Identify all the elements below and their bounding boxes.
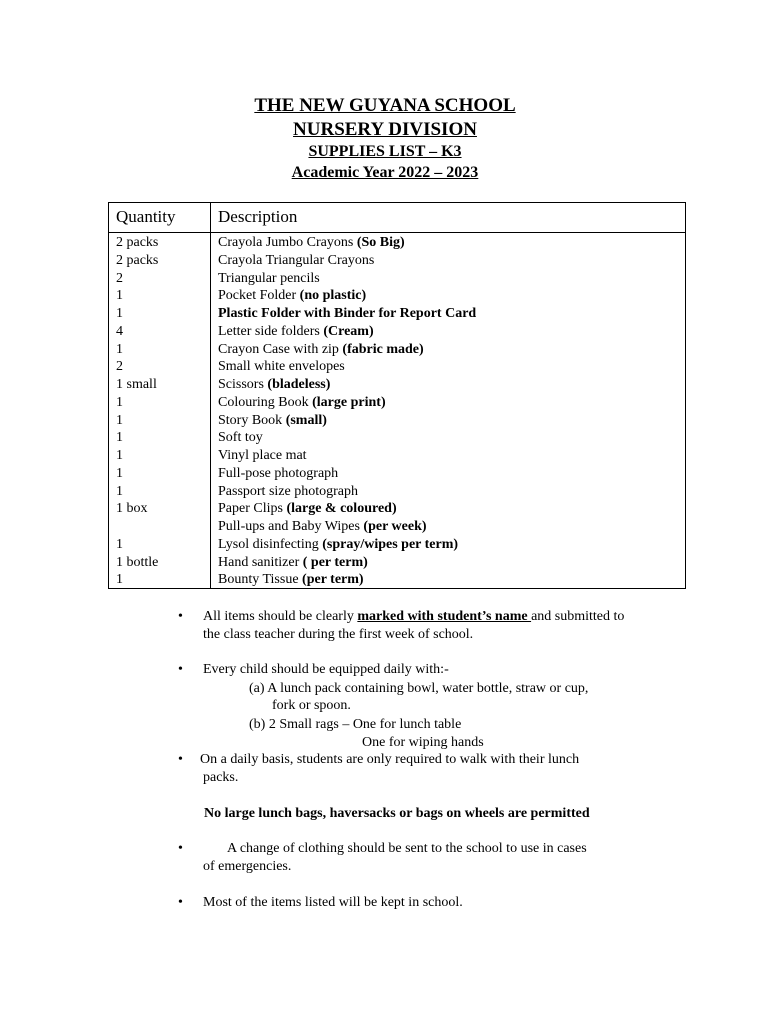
description-cell bbox=[218, 234, 405, 252]
description-emphasis: (So Big) bbox=[356, 235, 405, 250]
description-text: Scissors bbox=[218, 377, 268, 392]
note-1-line-1 bbox=[203, 608, 624, 626]
table-row bbox=[109, 483, 685, 501]
description-text: Crayola Triangular Crayons bbox=[218, 252, 375, 268]
description-emphasis: (Cream) bbox=[323, 323, 374, 339]
description-cell bbox=[218, 518, 427, 536]
note-5-line-1: Most of the items listed will be kept in school. bbox=[203, 895, 463, 910]
quantity-cell: 2 packs bbox=[116, 235, 159, 250]
supplies-table bbox=[108, 202, 686, 589]
description-text: Soft toy bbox=[218, 430, 263, 446]
table-row bbox=[109, 234, 685, 252]
description-emphasis: ( per term) bbox=[302, 554, 368, 570]
description-emphasis: (fabric made) bbox=[342, 341, 424, 357]
note-3-line-1: On a daily basis, students are only required to walk with their lunch bbox=[200, 752, 580, 767]
quantity-cell: 1 bbox=[116, 341, 123, 357]
bullet-icon: • bbox=[178, 752, 183, 767]
description-cell bbox=[218, 323, 374, 341]
quantity-cell: 2 bbox=[116, 359, 123, 375]
bullet-icon: • bbox=[178, 895, 183, 910]
description-text: Crayola Jumbo Crayons bbox=[218, 235, 357, 250]
description-text: Crayon Case with zip bbox=[218, 341, 343, 357]
description-text: Colouring Book bbox=[218, 394, 313, 410]
description-cell bbox=[218, 554, 368, 572]
description-text: Bounty Tissue bbox=[218, 572, 303, 588]
description-text: Full-pose photograph bbox=[218, 465, 339, 481]
quantity-cell: 1 bbox=[116, 430, 123, 446]
description-emphasis: (per term) bbox=[302, 572, 364, 588]
description-text: Small white envelopes bbox=[218, 359, 345, 375]
description-cell bbox=[218, 270, 320, 288]
description-emphasis: Plastic Folder with Binder for Report Card bbox=[218, 306, 477, 321]
description-emphasis: (bladeless) bbox=[267, 377, 331, 392]
description-emphasis: (small) bbox=[285, 412, 327, 428]
description-cell bbox=[218, 305, 476, 323]
table-row bbox=[109, 412, 685, 430]
description-text: Letter side folders bbox=[218, 323, 324, 339]
quantity-cell: 1 bbox=[116, 394, 123, 410]
description-text: Triangular pencils bbox=[218, 270, 320, 286]
quantity-cell: 1 small bbox=[116, 377, 157, 392]
description-cell bbox=[218, 429, 263, 447]
note-3-warning: No large lunch bags, haversacks or bags on wheels are permitted bbox=[204, 806, 590, 821]
description-text: Vinyl place mat bbox=[218, 448, 307, 463]
table-row bbox=[109, 571, 685, 589]
table-row bbox=[109, 394, 685, 412]
description-cell bbox=[218, 483, 358, 501]
description-cell bbox=[218, 536, 458, 554]
table-row bbox=[109, 270, 685, 288]
column-header-description: Description bbox=[218, 207, 298, 226]
academic-year: Academic Year 2022 – 2023 bbox=[291, 164, 479, 181]
note-3-line-2: packs. bbox=[203, 770, 239, 785]
column-header-quantity: Quantity bbox=[116, 207, 176, 226]
description-emphasis: (per week) bbox=[363, 519, 427, 534]
quantity-cell: 1 bbox=[116, 306, 123, 321]
note-text: All items should be clearly bbox=[203, 609, 358, 624]
description-text: Hand sanitizer bbox=[218, 554, 303, 570]
table-row bbox=[109, 305, 685, 323]
quantity-cell: 2 bbox=[116, 270, 123, 286]
division-name: NURSERY DIVISION bbox=[293, 119, 477, 140]
note-2-item-a-line-2: fork or spoon. bbox=[272, 698, 351, 713]
description-cell bbox=[218, 394, 386, 412]
table-row bbox=[109, 554, 685, 572]
description-text: Passport size photograph bbox=[218, 483, 358, 499]
description-cell bbox=[218, 341, 424, 359]
description-cell bbox=[218, 500, 397, 518]
description-cell bbox=[218, 287, 366, 305]
school-name: THE NEW GUYANA SCHOOL bbox=[254, 95, 516, 116]
description-cell bbox=[218, 571, 364, 589]
quantity-cell: 2 packs bbox=[116, 252, 159, 268]
note-4-line-2: of emergencies. bbox=[203, 859, 292, 874]
table-row bbox=[109, 500, 685, 518]
quantity-cell: 1 bbox=[116, 536, 123, 552]
table-row bbox=[109, 287, 685, 305]
quantity-cell: 1 bbox=[116, 465, 123, 481]
quantity-cell: 1 box bbox=[116, 501, 148, 517]
note-text: and submitted to bbox=[531, 609, 625, 624]
description-cell bbox=[218, 447, 307, 465]
description-cell bbox=[218, 376, 330, 394]
bullet-icon: • bbox=[178, 609, 183, 624]
table-row bbox=[109, 429, 685, 447]
description-text: Lysol disinfecting bbox=[218, 536, 323, 552]
table-row bbox=[109, 518, 685, 536]
description-text: Story Book bbox=[218, 412, 286, 428]
quantity-cell: 1 bbox=[116, 572, 123, 588]
table-body bbox=[109, 234, 685, 589]
quantity-cell: 1 bbox=[116, 448, 123, 463]
description-text: Paper Clips bbox=[218, 501, 287, 517]
table-row bbox=[109, 465, 685, 483]
quantity-cell: 4 bbox=[116, 323, 123, 339]
table-row bbox=[109, 358, 685, 376]
note-4-line-1: A change of clothing should be sent to the school to use in cases bbox=[227, 841, 587, 856]
note-1-line-2: the class teacher during the first week of school. bbox=[203, 627, 474, 642]
quantity-cell: 1 bbox=[116, 412, 123, 428]
description-cell bbox=[218, 252, 374, 270]
quantity-cell: 1 bottle bbox=[116, 554, 159, 570]
quantity-cell: 1 bbox=[116, 288, 123, 304]
description-text: Pocket Folder bbox=[218, 288, 300, 304]
quantity-cell: 1 bbox=[116, 483, 123, 499]
note-2-item-b-line-1: (b) 2 Small rags – One for lunch table bbox=[249, 717, 462, 732]
description-text: Pull-ups and Baby Wipes bbox=[218, 519, 364, 534]
table-row bbox=[109, 323, 685, 341]
table-row bbox=[109, 447, 685, 465]
bullet-icon: • bbox=[178, 662, 183, 677]
description-emphasis: (no plastic) bbox=[299, 288, 367, 304]
description-emphasis: (large print) bbox=[312, 394, 386, 410]
table-row bbox=[109, 341, 685, 359]
bullet-icon: • bbox=[178, 841, 183, 856]
note-2-item-b-line-2: One for wiping hands bbox=[362, 735, 484, 750]
note-2-line-1: Every child should be equipped daily with:- bbox=[203, 662, 449, 677]
list-title: SUPPLIES LIST – K3 bbox=[308, 143, 462, 160]
header-divider bbox=[109, 232, 685, 233]
description-emphasis: (large & coloured) bbox=[286, 501, 397, 517]
table-row bbox=[109, 536, 685, 554]
description-emphasis: (spray/wipes per term) bbox=[322, 536, 459, 552]
description-cell bbox=[218, 358, 345, 376]
table-row bbox=[109, 252, 685, 270]
table-row bbox=[109, 376, 685, 394]
description-cell bbox=[218, 465, 338, 483]
note-2-item-a-line-1: (a) A lunch pack containing bowl, water bottle, straw or cup, bbox=[249, 681, 589, 696]
description-cell bbox=[218, 412, 327, 430]
note-emphasis: marked with student’s name bbox=[357, 609, 532, 624]
